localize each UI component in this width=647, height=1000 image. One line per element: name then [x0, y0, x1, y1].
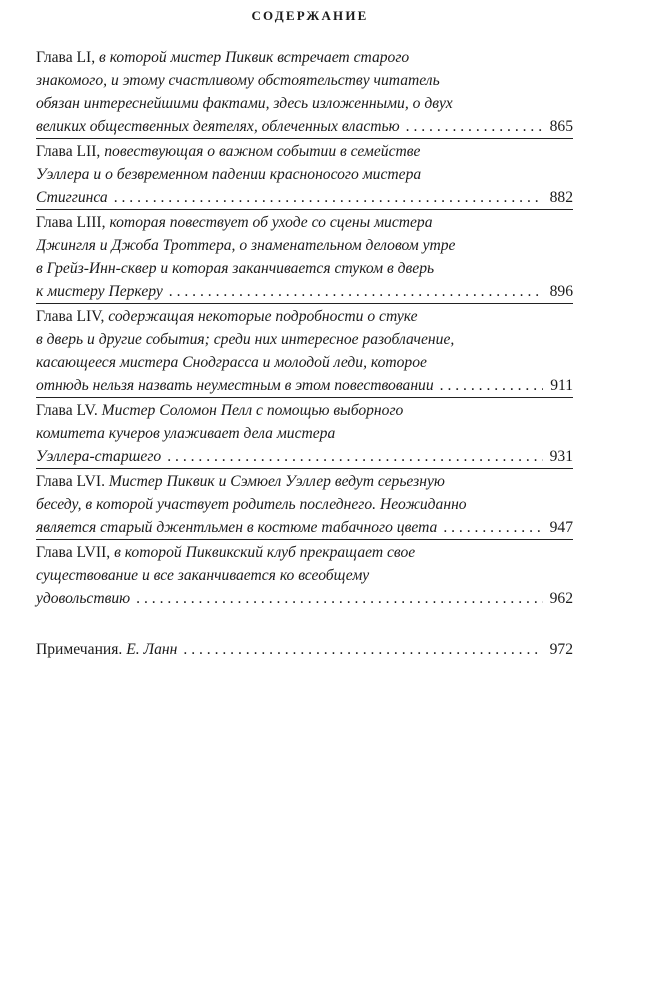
- entry-last-line: [36, 374, 573, 397]
- toc-entry[interactable]: [36, 397, 573, 468]
- page-number: 882: [549, 189, 573, 206]
- toc-heading: СОДЕРЖАНИЕ: [251, 8, 369, 23]
- entry-line: [36, 140, 573, 163]
- entry-line: обязан интереснейшими фактами, здесь изложенными, о двух: [36, 95, 453, 112]
- entry-line: касающееся мистера Снодграсса и молодой леди, которое: [36, 354, 427, 371]
- dot-leader: [169, 280, 543, 303]
- entry-line: [36, 541, 573, 564]
- entry-line: [36, 399, 573, 422]
- entry-line: удовольствию: [36, 590, 131, 607]
- entry-last-line: [36, 587, 573, 610]
- page-number: 911: [550, 377, 573, 394]
- chapter-title: в которой мистер Пиквик встречает старого: [99, 49, 410, 66]
- chapter-label: Глава LII,: [36, 143, 105, 160]
- entry-line: является старый джентльмен в костюме табачного цвета: [36, 519, 438, 536]
- chapter-label: Глава LVII,: [36, 544, 115, 561]
- entry-last-line: [36, 115, 573, 138]
- toc-entry[interactable]: [36, 539, 573, 610]
- page-number: 931: [549, 448, 573, 465]
- entry-line: в дверь и другие события; среди них интересное разоблачение,: [36, 331, 455, 348]
- notes-author: Е. Ланн: [126, 641, 178, 658]
- toc-entry[interactable]: [36, 303, 573, 397]
- entry-line: [36, 470, 573, 493]
- page-number: 962: [549, 590, 573, 607]
- dot-leader: [114, 186, 543, 209]
- chapter-title: Мистер Соломон Пелл с помощью выборного: [101, 402, 404, 419]
- notes-label: Примечания.: [36, 641, 127, 658]
- entry-line: Уэллера и о безвременном падении красноносого мистера: [36, 166, 422, 183]
- entry-line: комитета кучеров улаживает дела мистера: [36, 425, 336, 442]
- entry-line: к мистеру Перкеру: [36, 283, 163, 300]
- entry-line: беседу, в которой участвует родитель последнего. Неожиданно: [36, 496, 467, 513]
- chapter-title: содержащая некоторые подробности о стуке: [108, 308, 418, 325]
- toc-entry[interactable]: [36, 468, 573, 539]
- dot-leader: [443, 516, 543, 539]
- dot-leader: [183, 638, 543, 661]
- toc-entry-notes[interactable]: [36, 638, 573, 661]
- entry-last-line: [36, 280, 573, 303]
- dot-leader: [136, 587, 543, 610]
- toc-entry[interactable]: [36, 209, 573, 303]
- toc-entry[interactable]: [36, 46, 573, 138]
- dot-leader: [406, 115, 543, 138]
- chapter-label: Глава LI,: [36, 49, 100, 66]
- table-of-contents: [36, 46, 573, 661]
- entry-line: отнюдь нельзя назвать неуместным в этом повествовании: [36, 377, 434, 394]
- chapter-title: которая повествует об уходе со сцены мистера: [109, 214, 433, 231]
- chapter-label: Глава LIII,: [36, 214, 110, 231]
- toc-entry[interactable]: [36, 138, 573, 209]
- entry-line: существование и все заканчивается ко всеобщему: [36, 567, 370, 584]
- page-number: 947: [549, 519, 573, 536]
- page-number: 865: [549, 118, 573, 135]
- entry-line: [36, 46, 573, 69]
- chapter-label: Глава LIV,: [36, 308, 109, 325]
- chapter-label: Глава LVI.: [36, 473, 109, 490]
- entry-line: великих общественных деятелях, облеченных властью: [36, 118, 400, 135]
- notes-label-line: [36, 638, 177, 661]
- entry-line: [36, 305, 573, 328]
- page-number: 896: [549, 283, 573, 300]
- chapter-label: Глава LV.: [36, 402, 102, 419]
- entry-line: знакомого, и этому счастливому обстоятельству читатель: [36, 72, 440, 89]
- entry-line: Джингля и Джоба Троттера, о знаменательном деловом утре: [36, 237, 456, 254]
- chapter-title: повествующая о важном событии в семействе: [104, 143, 421, 160]
- chapter-title: Мистер Пиквик и Сэмюел Уэллер ведут серьезную: [108, 473, 445, 490]
- entry-line: Уэллера-старшего: [36, 448, 162, 465]
- entry-line: в Грейз-Инн-сквер и которая заканчивается стуком в дверь: [36, 260, 435, 277]
- entry-line: [36, 211, 573, 234]
- entry-last-line: [36, 638, 573, 661]
- entry-line: Стиггинса: [36, 189, 108, 206]
- page-number: 972: [549, 641, 573, 658]
- dot-leader: [440, 374, 543, 397]
- entry-last-line: [36, 186, 573, 209]
- dot-leader: [167, 445, 543, 468]
- entry-last-line: [36, 445, 573, 468]
- chapter-title: в которой Пиквикский клуб прекращает свое: [114, 544, 416, 561]
- entry-last-line: [36, 516, 573, 539]
